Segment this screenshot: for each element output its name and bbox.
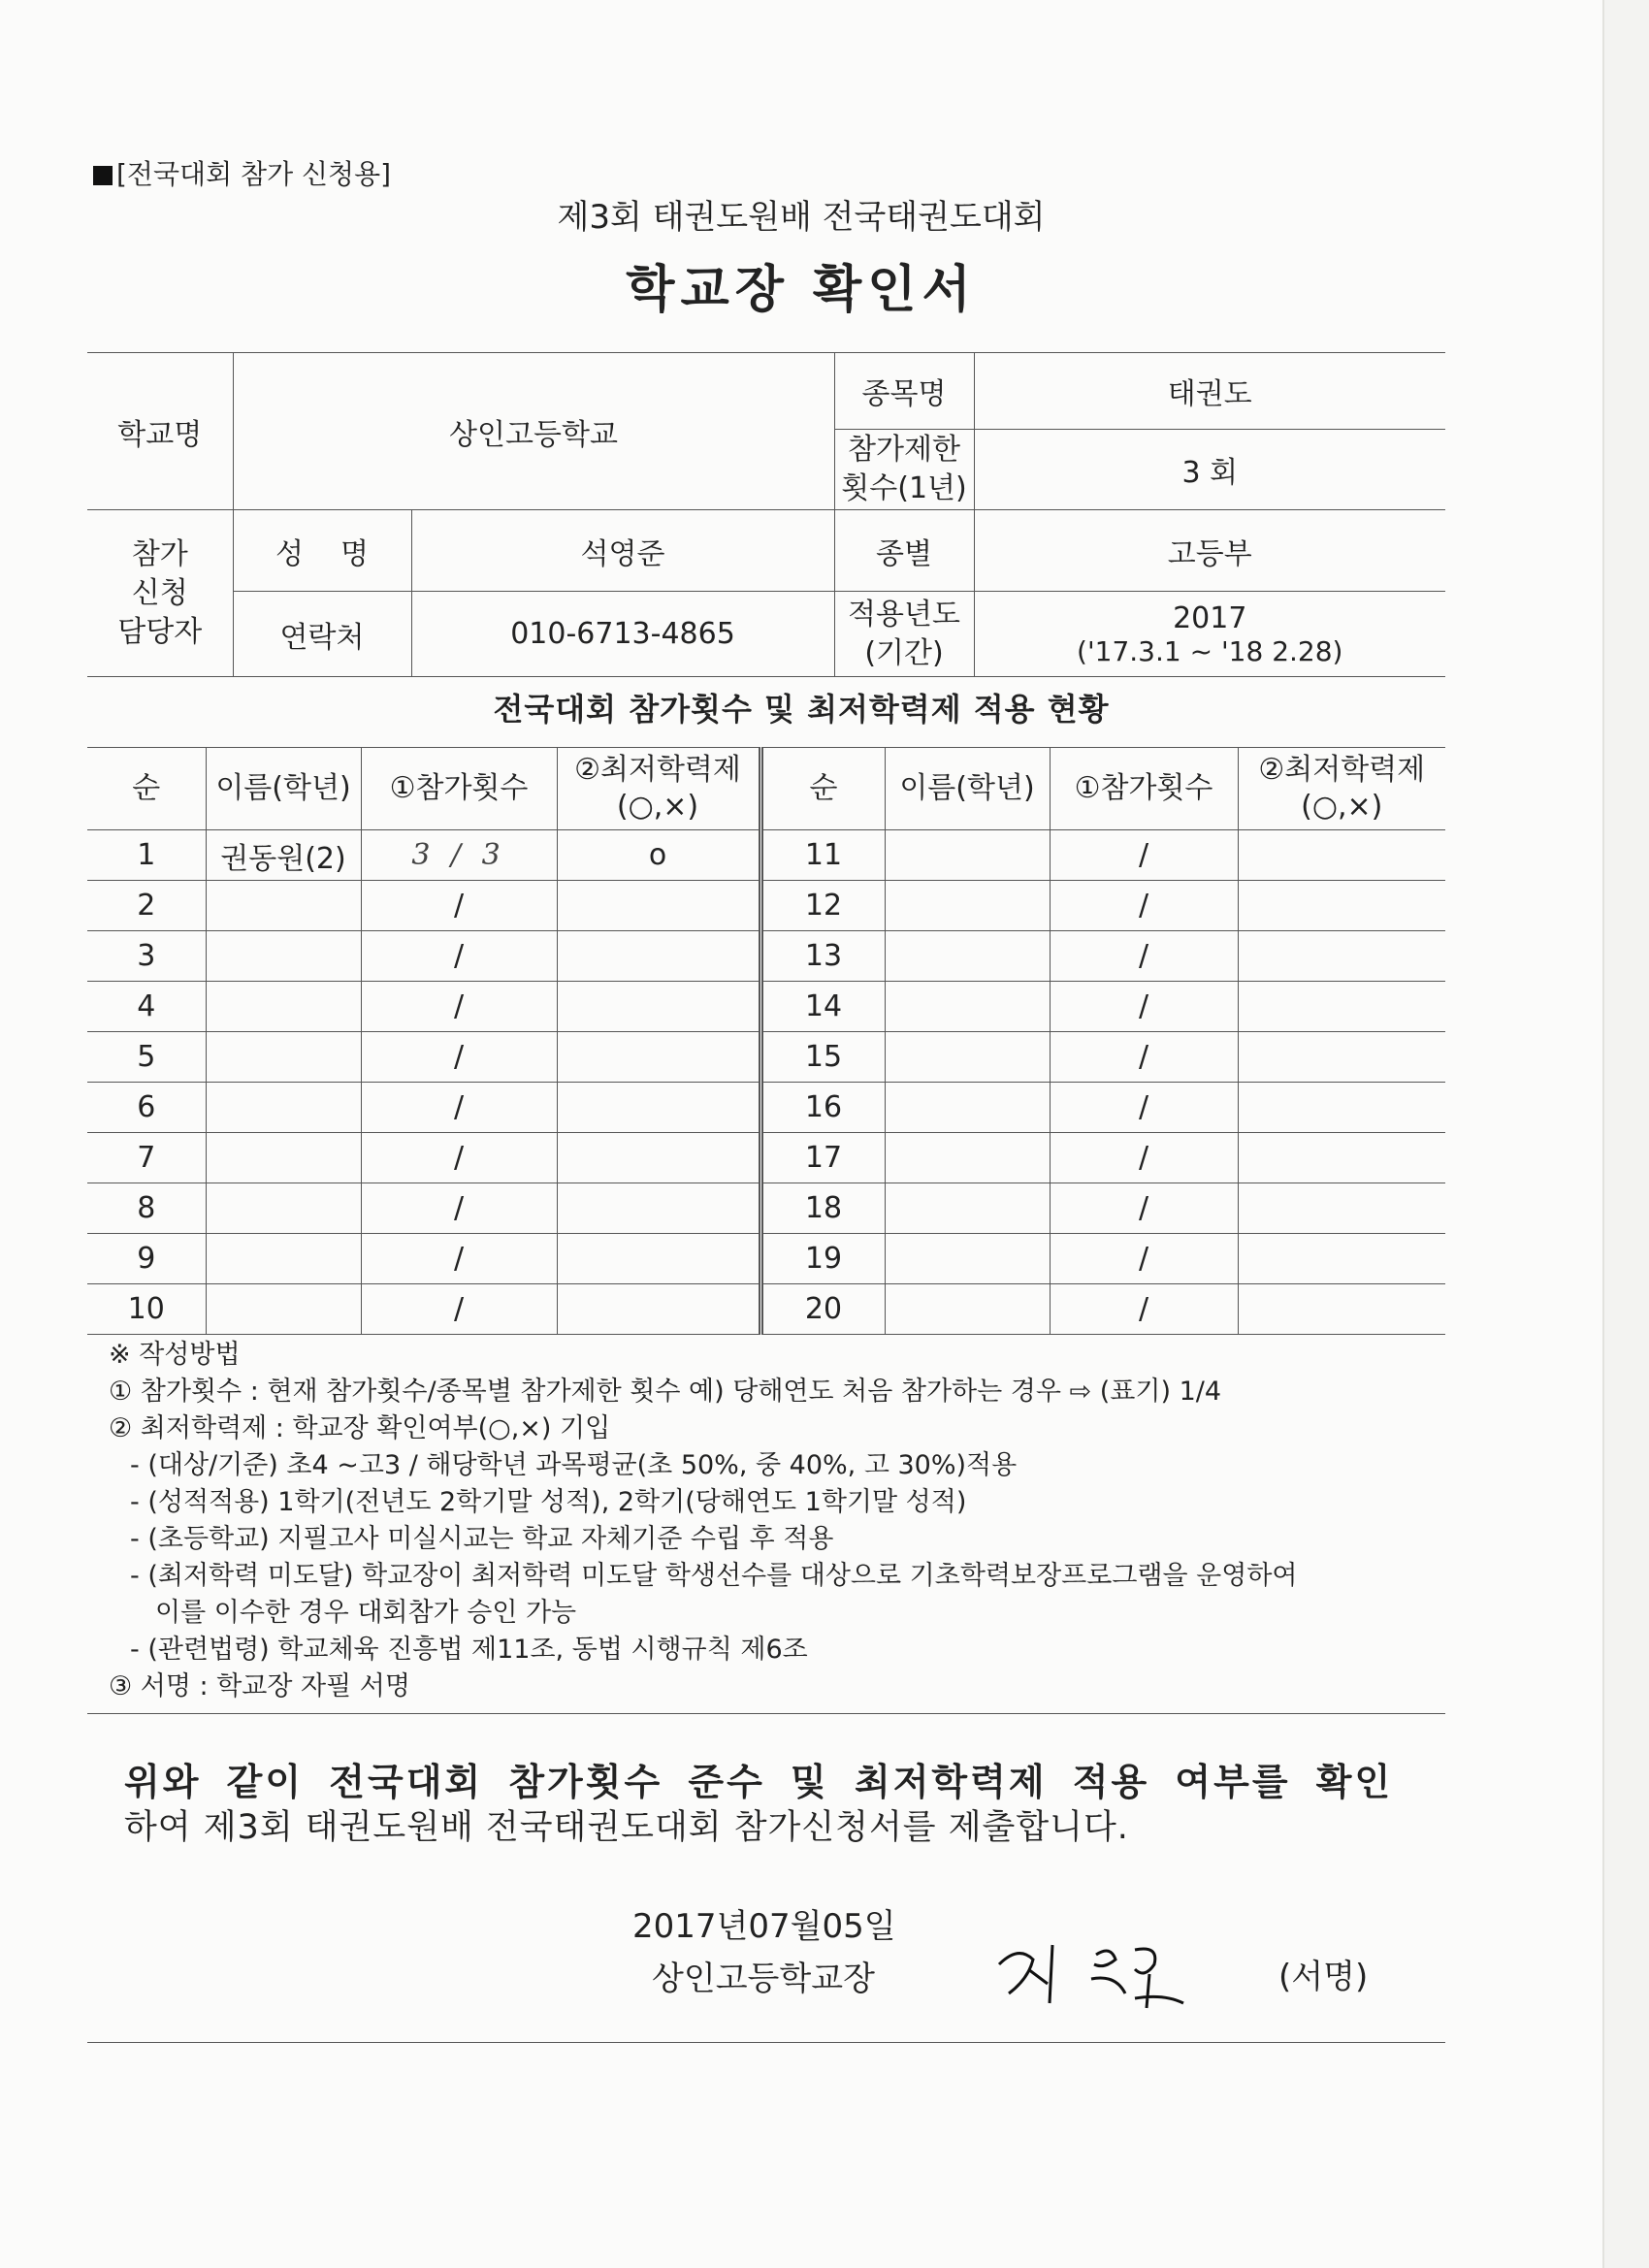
row-min [1238, 1133, 1445, 1183]
status-table [87, 747, 1445, 1335]
status-table-body [87, 830, 1445, 1335]
table-row [87, 1133, 1445, 1183]
row-name [206, 1032, 361, 1083]
row-name [206, 931, 361, 982]
year-label-1: 적용년도 [848, 597, 960, 632]
statement-line-2: 하여 제3회 태권도원배 전국태권도대회 참가신청서를 제출합니다. [124, 1808, 1129, 1847]
row-min [1238, 982, 1445, 1032]
limit-label-1: 참가제한 [848, 433, 960, 467]
note-2d: - (최저학력 미도달) 학교장이 최저학력 미도달 학생선수를 대상으로 기초학력보장프로그램을 운영하여 [130, 1561, 1298, 1591]
row-no: 20 [760, 1284, 885, 1335]
row-no: 13 [760, 931, 885, 982]
row-count: / [1050, 881, 1238, 931]
row-count: / [361, 1133, 557, 1183]
row-no: 19 [760, 1234, 885, 1284]
year-label-2: (기간) [864, 635, 944, 670]
divider [87, 1713, 1445, 1714]
row-name [885, 1133, 1050, 1183]
row-no: 7 [87, 1133, 206, 1183]
row-no: 9 [87, 1234, 206, 1284]
row-name [885, 931, 1050, 982]
row-no: 3 [87, 931, 206, 982]
header-no: 순 [760, 748, 885, 830]
row-name [885, 881, 1050, 931]
row-name [206, 1234, 361, 1284]
form-tag-text: [전국대회 참가 신청용] [116, 158, 392, 190]
header-count: ①참가횟수 [1050, 748, 1238, 830]
year-value-text: 2017 [1173, 600, 1247, 635]
row-no: 10 [87, 1284, 206, 1335]
row-no: 8 [87, 1183, 206, 1234]
row-min [557, 931, 760, 982]
year-value [974, 592, 1445, 677]
table-row [87, 881, 1445, 931]
note-1: ① 참가횟수 : 현재 참가횟수/종목별 참가제한 횟수 예) 당해연도 처음 참가하는 경우 ⇨ (표기) 1/4 [109, 1377, 1222, 1407]
row-name [885, 1284, 1050, 1335]
name-value: 석영준 [411, 510, 834, 592]
note-2e: - (관련법령) 학교체육 진흥법 제11조, 동법 시행규칙 제6조 [130, 1635, 808, 1665]
row-min [557, 1183, 760, 1234]
row-count: / [361, 1032, 557, 1083]
square-bullet-icon [93, 166, 113, 185]
limit-value: 3 회 [974, 430, 1445, 510]
row-no: 1 [87, 830, 206, 881]
form-tag [93, 153, 391, 192]
header-name: 이름(학년) [206, 748, 361, 830]
row-count: / [1050, 982, 1238, 1032]
manager-label [87, 510, 233, 677]
header-min-1: ②최저학력제 [574, 753, 741, 787]
row-count: / [1050, 1133, 1238, 1183]
row-min [557, 1032, 760, 1083]
row-name [206, 1284, 361, 1335]
row-no: 5 [87, 1032, 206, 1083]
row-name [206, 881, 361, 931]
header-no: 순 [87, 748, 206, 830]
sign-date: 2017년07월05일 [632, 1907, 896, 1946]
event-value: 태권도 [974, 353, 1445, 430]
row-no: 14 [760, 982, 885, 1032]
statement-line-1: 위와 같이 전국대회 참가횟수 준수 및 최저학력제 적용 여부를 확인 [124, 1761, 1394, 1803]
row-count: / [1050, 830, 1238, 881]
header-min-2: (○,×) [616, 790, 699, 824]
row-count: / [361, 1083, 557, 1133]
row-name [885, 982, 1050, 1032]
category-value: 고등부 [974, 510, 1445, 592]
row-no: 2 [87, 881, 206, 931]
table-row [87, 931, 1445, 982]
manager-label-2: 신청 [131, 575, 188, 610]
note-3: ③ 서명 : 학교장 자필 서명 [109, 1671, 410, 1701]
header-count: ①참가횟수 [361, 748, 557, 830]
table-row [87, 1234, 1445, 1284]
row-count: / [361, 881, 557, 931]
year-period: ('17.3.1 ~ '18 2.28) [1077, 634, 1343, 667]
row-name [206, 1133, 361, 1183]
row-no: 17 [760, 1133, 885, 1183]
limit-label-2: 횟수(1년) [841, 471, 967, 505]
row-min [1238, 1032, 1445, 1083]
manager-label-3: 담당자 [117, 614, 203, 649]
row-count: / [361, 1183, 557, 1234]
row-no: 6 [87, 1083, 206, 1133]
table-row [87, 982, 1445, 1032]
note-2a: - (대상/기준) 초4 ~고3 / 해당학년 과목평균(초 50%, 중 40%, 고 30%)적용 [130, 1450, 1018, 1480]
school-value: 상인고등학교 [233, 353, 834, 510]
row-min: o [557, 830, 760, 881]
table-row [87, 1284, 1445, 1335]
row-count: / [1050, 1234, 1238, 1284]
row-min [1238, 1284, 1445, 1335]
row-no: 15 [760, 1032, 885, 1083]
row-name [206, 982, 361, 1032]
note-2c: - (초등학교) 지필고사 미실시교는 학교 자체기준 수립 후 적용 [130, 1524, 834, 1554]
limit-label [834, 430, 974, 510]
row-min [557, 881, 760, 931]
note-2: ② 최저학력제 : 학교장 확인여부(○,×) 기입 [109, 1413, 611, 1443]
info-table [87, 352, 1445, 677]
row-no: 16 [760, 1083, 885, 1133]
note-2d-cont: 이를 이수한 경우 대회참가 승인 가능 [155, 1598, 577, 1628]
row-count: / [361, 982, 557, 1032]
row-no: 18 [760, 1183, 885, 1234]
notes-heading: ※ 작성방법 [109, 1340, 241, 1370]
row-name: 권동원(2) [206, 830, 361, 881]
table-row [87, 1183, 1445, 1234]
note-2b: - (성적적용) 1학기(전년도 2학기말 성적), 2학기(당해연도 1학기말 성적) [130, 1487, 967, 1517]
header-min [557, 748, 760, 830]
row-min [1238, 931, 1445, 982]
row-min [557, 1284, 760, 1335]
row-no: 11 [760, 830, 885, 881]
row-count: 3 / 3 [361, 830, 557, 881]
document-title: 학교장 확인서 [626, 261, 977, 319]
row-count: / [1050, 1284, 1238, 1335]
row-no: 4 [87, 982, 206, 1032]
row-min [1238, 1083, 1445, 1133]
header-min-1: ②최저학력제 [1258, 753, 1426, 787]
table-row [87, 1083, 1445, 1133]
row-name [885, 1183, 1050, 1234]
row-name [206, 1183, 361, 1234]
row-name [885, 830, 1050, 881]
row-no: 12 [760, 881, 885, 931]
row-min [1238, 1183, 1445, 1234]
row-min [557, 1083, 760, 1133]
row-min [557, 982, 760, 1032]
row-count: / [361, 1234, 557, 1284]
row-count: / [1050, 1032, 1238, 1083]
contact-label: 연락처 [233, 592, 411, 677]
row-name [885, 1083, 1050, 1133]
year-label [834, 592, 974, 677]
handwritten-signature [989, 1926, 1203, 2013]
row-min [557, 1133, 760, 1183]
row-count: / [361, 931, 557, 982]
writing-instructions [109, 1337, 1298, 1705]
row-min [1238, 881, 1445, 931]
row-name [885, 1032, 1050, 1083]
event-subtitle: 제3회 태권도원배 전국태권도대회 [557, 198, 1046, 237]
row-count: / [1050, 1083, 1238, 1133]
header-min-2: (○,×) [1301, 790, 1383, 824]
category-label: 종별 [834, 510, 974, 592]
header-name: 이름(학년) [885, 748, 1050, 830]
signer-title: 상인고등학교장 [652, 1960, 875, 1998]
school-label: 학교명 [87, 353, 233, 510]
manager-label-1: 참가 [131, 536, 188, 571]
row-name [885, 1234, 1050, 1284]
table-row [87, 830, 1445, 881]
row-min [1238, 830, 1445, 881]
row-count: / [1050, 931, 1238, 982]
row-count: / [1050, 1183, 1238, 1234]
event-label: 종목명 [834, 353, 974, 430]
contact-value: 010-6713-4865 [411, 592, 834, 677]
bottom-divider [87, 2042, 1445, 2043]
table-row [87, 1032, 1445, 1083]
header-min [1238, 748, 1445, 830]
row-min [1238, 1234, 1445, 1284]
row-count: / [361, 1284, 557, 1335]
status-title: 전국대회 참가횟수 및 최저학력제 적용 현황 [493, 691, 1110, 728]
signature-mark: (서명) [1278, 1958, 1369, 1996]
name-label: 성 명 [233, 510, 411, 592]
row-min [557, 1234, 760, 1284]
row-name [206, 1083, 361, 1133]
